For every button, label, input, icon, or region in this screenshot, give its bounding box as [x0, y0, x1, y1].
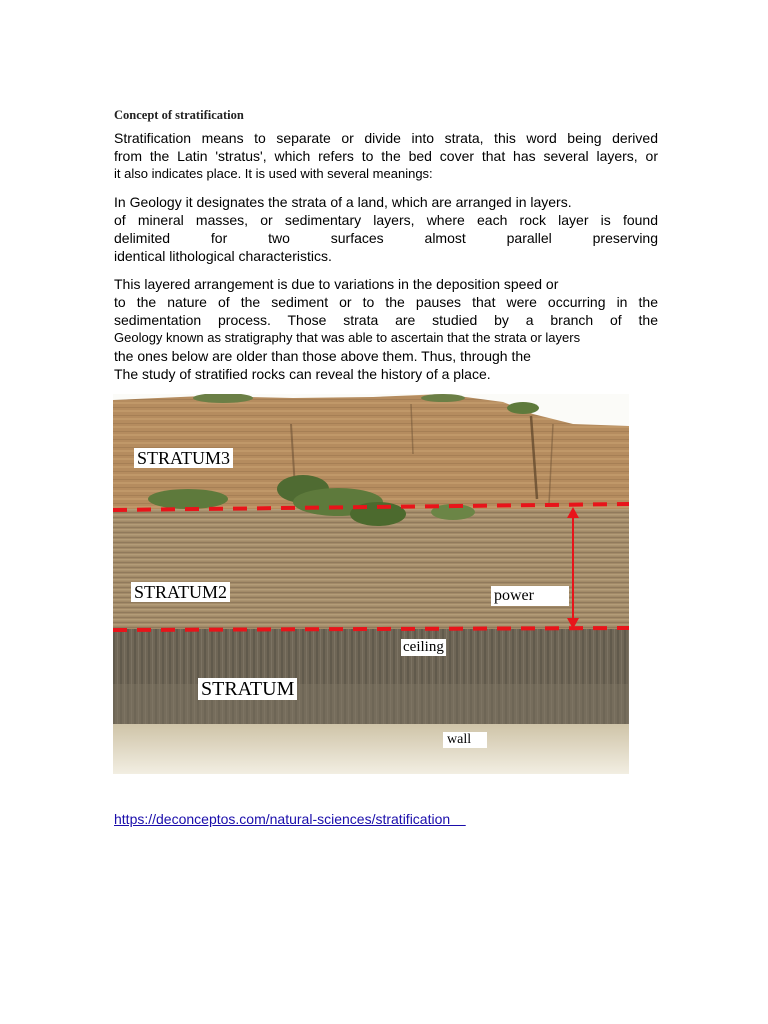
stratum3-label: STRATUM3 [134, 448, 233, 468]
text-line: delimited for two surfaces almost parallel preserving [114, 230, 658, 246]
paragraph-arrangement [114, 275, 658, 383]
text-line: of mineral masses, or sedimentary layers, where each rock layer is found [114, 212, 658, 228]
wall-label: wall [443, 732, 487, 748]
paragraph-geology [114, 193, 658, 265]
text-line: sedimentation process. Those strata are studied by a branch of the [114, 312, 658, 328]
section-heading: Concept of stratification [114, 108, 244, 122]
ceiling-label: ceiling [403, 639, 444, 655]
text-line: the ones below are older than those above them. Thus, through the [114, 348, 531, 364]
stratification-photo [113, 394, 629, 774]
text-line: from the Latin 'stratus', which refers to the bed cover that has several layers, or [114, 148, 658, 164]
stratum2-label: STRATUM2 [131, 582, 230, 602]
text-line: to the nature of the sediment or to the pauses that were occurring in the [114, 294, 658, 310]
text-line: Stratification means to separate or divide into strata, this word being derived [114, 130, 658, 146]
source-link[interactable]: https://deconceptos.com/natural-sciences/stratification [114, 811, 466, 827]
text-line: In Geology it designates the strata of a land, which are arranged in layers. [114, 194, 572, 210]
power-label: power [491, 586, 569, 606]
text-line: Geology known as stratigraphy that was able to ascertain that the strata or layers [114, 330, 581, 345]
text-line: This layered arrangement is due to variations in the deposition speed or [114, 276, 559, 292]
paragraph-definition [114, 129, 658, 183]
text-line: it also indicates place. It is used with several meanings: [114, 166, 433, 181]
stratum1-label: STRATUM [198, 678, 297, 700]
text-line: The study of stratified rocks can reveal the history of a place. [114, 366, 491, 382]
text-line: identical lithological characteristics. [114, 248, 332, 264]
